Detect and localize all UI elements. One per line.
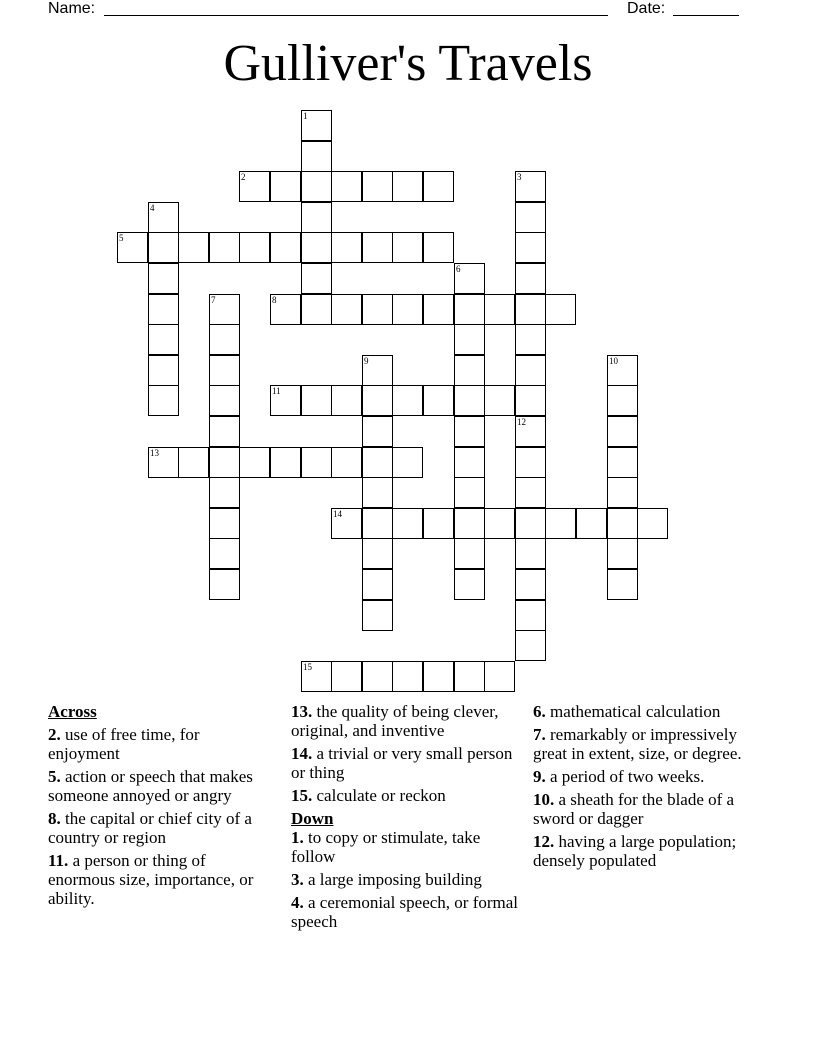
- grid-cell[interactable]: [301, 171, 332, 202]
- grid-cell[interactable]: [331, 508, 362, 539]
- grid-cell[interactable]: [209, 294, 240, 325]
- grid-cell[interactable]: [331, 661, 362, 692]
- clue-across-11: 11. a person or thing of enormous size, importance, or ability.: [48, 851, 254, 908]
- grid-cell[interactable]: [362, 569, 393, 600]
- grid-cell[interactable]: [515, 324, 546, 355]
- grid-cell[interactable]: [209, 324, 240, 355]
- grid-cell[interactable]: [454, 263, 485, 294]
- grid-cell[interactable]: [362, 232, 393, 263]
- clue-number: 3: [517, 172, 522, 182]
- grid-cell[interactable]: [454, 385, 485, 416]
- grid-cell[interactable]: [607, 447, 638, 478]
- grid-cell[interactable]: [484, 294, 515, 325]
- grid-cell[interactable]: [515, 171, 546, 202]
- grid-cell[interactable]: [515, 416, 546, 447]
- clue-number: 10: [609, 356, 618, 366]
- grid-cell[interactable]: [331, 447, 362, 478]
- clue-across-5: 5. action or speech that makes someone annoyed or angry: [48, 767, 253, 805]
- grid-cell[interactable]: [301, 294, 332, 325]
- grid-cell[interactable]: [607, 538, 638, 569]
- grid-cell[interactable]: [362, 661, 393, 692]
- grid-cell[interactable]: [515, 263, 546, 294]
- grid-cell[interactable]: [270, 171, 301, 202]
- grid-cell[interactable]: [515, 630, 546, 661]
- clue-across-2: 2. use of free time, for enjoyment: [48, 725, 200, 763]
- grid-cell[interactable]: [392, 447, 423, 478]
- grid-cell[interactable]: [148, 355, 179, 386]
- grid-cell[interactable]: [239, 447, 270, 478]
- grid-cell[interactable]: [607, 385, 638, 416]
- clue-number: 2: [241, 172, 246, 182]
- clue-across-14: 14. a trivial or very small person or thing: [291, 744, 513, 782]
- grid-cell[interactable]: [209, 355, 240, 386]
- grid-cell[interactable]: [209, 385, 240, 416]
- grid-cell[interactable]: [454, 355, 485, 386]
- clue-number: 8: [272, 295, 277, 305]
- clue-number: 5: [119, 233, 124, 243]
- grid-cell[interactable]: [454, 538, 485, 569]
- grid-cell[interactable]: [209, 447, 240, 478]
- grid-cell[interactable]: [515, 508, 546, 539]
- grid-cell[interactable]: [270, 294, 301, 325]
- grid-cell[interactable]: [270, 447, 301, 478]
- grid-cell[interactable]: [301, 661, 332, 692]
- grid-cell[interactable]: [515, 232, 546, 263]
- clues-column-1: [48, 702, 273, 912]
- clue-number: 13: [150, 448, 159, 458]
- grid-cell[interactable]: [362, 477, 393, 508]
- grid-cell[interactable]: [362, 600, 393, 631]
- grid-cell[interactable]: [301, 110, 332, 141]
- clue-down-6: 6. mathematical calculation: [533, 702, 721, 721]
- grid-cell[interactable]: [454, 661, 485, 692]
- across-heading: Across: [48, 702, 97, 721]
- grid-cell[interactable]: [607, 477, 638, 508]
- clue-number: 14: [333, 509, 342, 519]
- clue-down-4: 4. a ceremonial speech, or formal speech: [291, 893, 519, 931]
- grid-cell[interactable]: [362, 508, 393, 539]
- clue-number: 11: [272, 386, 281, 396]
- grid-cell[interactable]: [148, 385, 179, 416]
- grid-cell[interactable]: [607, 355, 638, 386]
- grid-cell[interactable]: [607, 416, 638, 447]
- clue-number: 9: [364, 356, 369, 366]
- grid-cell[interactable]: [148, 294, 179, 325]
- grid-cell[interactable]: [148, 263, 179, 294]
- grid-cell[interactable]: [331, 171, 362, 202]
- grid-cell[interactable]: [423, 294, 454, 325]
- grid-cell[interactable]: [301, 447, 332, 478]
- clue-number: 7: [211, 295, 216, 305]
- grid-cell[interactable]: [209, 477, 240, 508]
- grid-cell[interactable]: [392, 385, 423, 416]
- grid-cell[interactable]: [148, 202, 179, 233]
- grid-cell[interactable]: [209, 508, 240, 539]
- clue-down-1: 1. to copy or stimulate, take follow: [291, 828, 481, 866]
- down-heading: Down: [291, 809, 334, 828]
- grid-cell[interactable]: [209, 416, 240, 447]
- grid-cell[interactable]: [362, 447, 393, 478]
- clue-number: 1: [303, 111, 308, 121]
- grid-cell[interactable]: [454, 294, 485, 325]
- page-title: Gulliver's Travels: [223, 35, 593, 92]
- clue-down-3: 3. a large imposing building: [291, 870, 482, 889]
- grid-cell[interactable]: [484, 661, 515, 692]
- date-label: Date:: [627, 0, 666, 17]
- clue-across-15: 15. calculate or reckon: [291, 786, 446, 805]
- grid-cell[interactable]: [239, 171, 270, 202]
- grid-cell[interactable]: [362, 355, 393, 386]
- grid-cell[interactable]: [148, 232, 179, 263]
- grid-cell[interactable]: [362, 385, 393, 416]
- grid-cell[interactable]: [331, 232, 362, 263]
- grid-cell[interactable]: [454, 324, 485, 355]
- grid-cell[interactable]: [301, 202, 332, 233]
- grid-cell[interactable]: [515, 294, 546, 325]
- grid-cell[interactable]: [515, 202, 546, 233]
- grid-cell[interactable]: [209, 232, 240, 263]
- grid-cell[interactable]: [454, 508, 485, 539]
- grid-cell[interactable]: [576, 508, 607, 539]
- clues-column-2: [291, 702, 527, 935]
- grid-cell[interactable]: [270, 385, 301, 416]
- grid-cell[interactable]: [301, 232, 332, 263]
- grid-cell[interactable]: [209, 538, 240, 569]
- grid-cell[interactable]: [423, 508, 454, 539]
- clue-down-9: 9. a period of two weeks.: [533, 767, 705, 786]
- grid-cell[interactable]: [423, 661, 454, 692]
- grid-cell[interactable]: [301, 141, 332, 172]
- grid-cell[interactable]: [454, 416, 485, 447]
- grid-cell[interactable]: [392, 294, 423, 325]
- grid-cell[interactable]: [515, 477, 546, 508]
- clue-number: 15: [303, 662, 312, 672]
- clue-down-7: 7. remarkably or impressively great in extent, size, or degree.: [533, 725, 742, 763]
- grid-cell[interactable]: [607, 569, 638, 600]
- grid-cell[interactable]: [545, 294, 576, 325]
- grid-cell[interactable]: [331, 385, 362, 416]
- grid-cell[interactable]: [454, 477, 485, 508]
- grid-cell[interactable]: [423, 385, 454, 416]
- grid-cell[interactable]: [423, 232, 454, 263]
- grid-cell[interactable]: [454, 447, 485, 478]
- clue-across-8: 8. the capital or chief city of a country or region: [48, 809, 252, 847]
- grid-cell[interactable]: [362, 294, 393, 325]
- grid-cell[interactable]: [515, 355, 546, 386]
- grid-cell[interactable]: [607, 508, 638, 539]
- clues-column-3: [533, 702, 763, 874]
- name-line[interactable]: [104, 15, 608, 16]
- grid-cell[interactable]: [515, 385, 546, 416]
- grid-cell[interactable]: [362, 538, 393, 569]
- grid-cell[interactable]: [637, 508, 668, 539]
- grid-cell[interactable]: [515, 569, 546, 600]
- grid-cell[interactable]: [454, 569, 485, 600]
- name-date-header: [48, 0, 748, 20]
- grid-cell[interactable]: [392, 661, 423, 692]
- grid-cell[interactable]: [515, 538, 546, 569]
- grid-cell[interactable]: [545, 508, 576, 539]
- clue-number: 4: [150, 203, 155, 213]
- grid-cell[interactable]: [362, 171, 393, 202]
- grid-cell[interactable]: [148, 447, 179, 478]
- clue-across-13: 13. the quality of being clever, original, and inventive: [291, 702, 499, 740]
- grid-cell[interactable]: [301, 263, 332, 294]
- grid-cell[interactable]: [484, 508, 515, 539]
- name-label: Name:: [48, 0, 96, 17]
- grid-cell[interactable]: [515, 600, 546, 631]
- grid-cell[interactable]: [392, 508, 423, 539]
- grid-cell[interactable]: [270, 232, 301, 263]
- grid-cell[interactable]: [484, 385, 515, 416]
- grid-cell[interactable]: [178, 232, 209, 263]
- grid-cell[interactable]: [362, 416, 393, 447]
- grid-cell[interactable]: [209, 569, 240, 600]
- grid-cell[interactable]: [423, 171, 454, 202]
- grid-cell[interactable]: [301, 385, 332, 416]
- clue-down-10: 10. a sheath for the blade of a sword or dagger: [533, 790, 735, 828]
- grid-cell[interactable]: [515, 447, 546, 478]
- grid-cell[interactable]: [148, 324, 179, 355]
- grid-cell[interactable]: [392, 171, 423, 202]
- grid-cell[interactable]: [178, 447, 209, 478]
- grid-cell[interactable]: [117, 232, 148, 263]
- grid-cell[interactable]: [239, 232, 270, 263]
- grid-cell[interactable]: [331, 294, 362, 325]
- grid-cell[interactable]: [392, 232, 423, 263]
- clue-down-12: 12. having a large population; densely populated: [533, 832, 737, 870]
- date-line[interactable]: [673, 15, 739, 16]
- clue-number: 12: [517, 417, 526, 427]
- clue-number: 6: [456, 264, 461, 274]
